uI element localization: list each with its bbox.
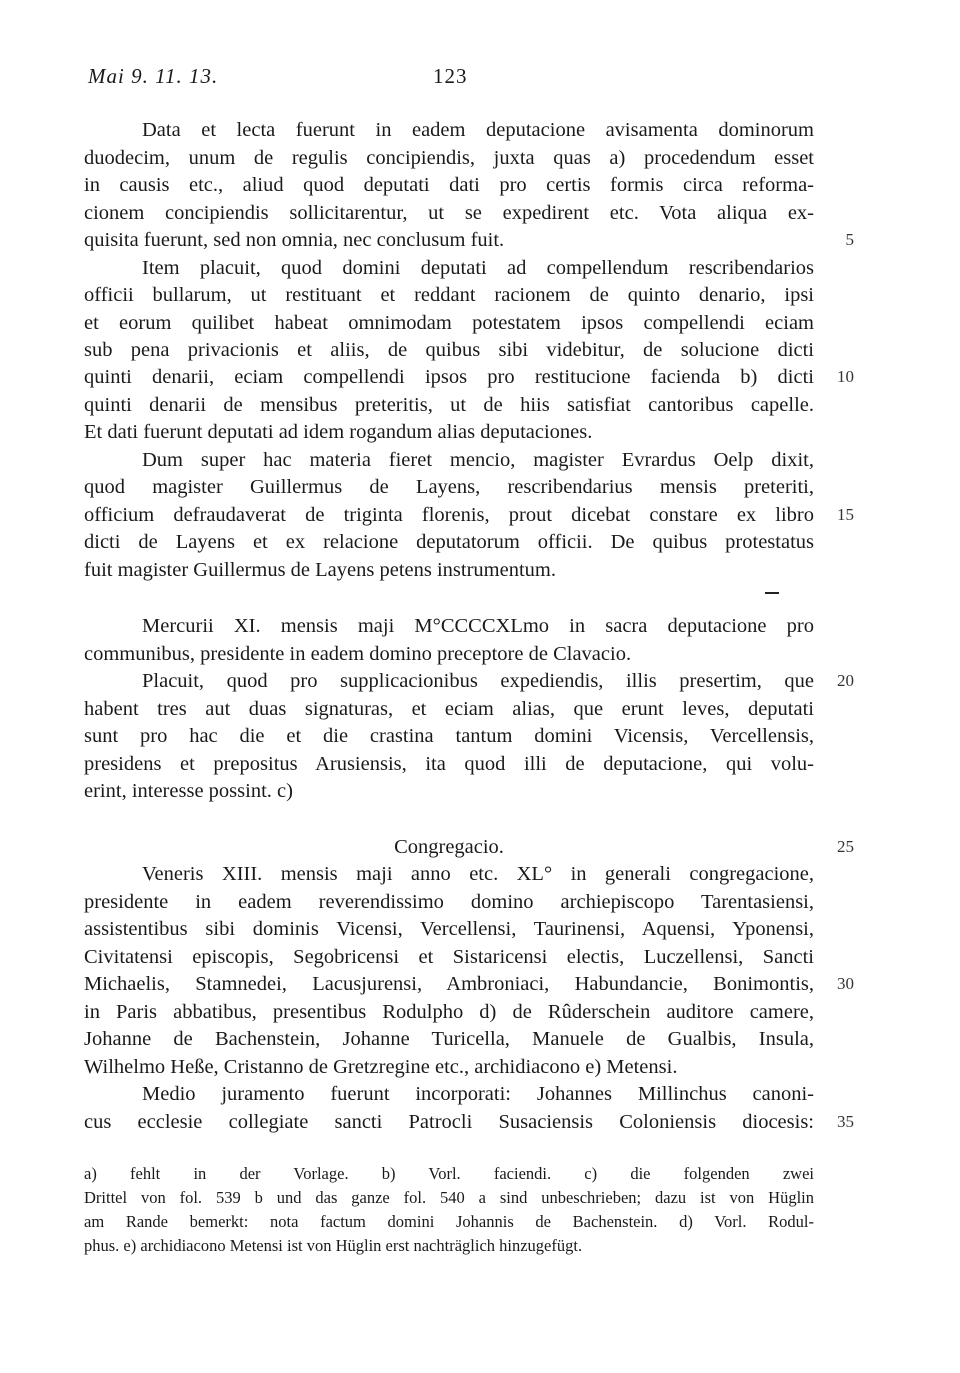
text-line: quod magister Guillermus de Layens, rescribendarius mensis preteriti,: [84, 476, 814, 498]
text-line: sub pena privacionis et aliis, de quibus sibi videbitur, de solucione dicti: [84, 339, 814, 361]
separator-dash: [765, 592, 779, 594]
line-number: 30: [837, 974, 854, 993]
text-line: in causis etc., aliud quod deputati dati pro certis formis circa reforma-: [84, 174, 814, 196]
text-line: fuit magister Guillermus de Layens petens instrumentum.: [84, 559, 556, 581]
text-line: cionem concipiendis sollicitarentur, ut se expedirent etc. Vota aliqua ex-: [84, 202, 814, 224]
text-line: quinti denarii de mensibus preteritis, ut de hiis satisfiat cantoribus capelle.: [84, 394, 814, 416]
text-line: Et dati fuerunt deputati ad idem rogandum alias deputaciones.: [84, 421, 593, 443]
text-line: Veneris XIII. mensis maji anno etc. XL° in generali congregacione,: [142, 863, 814, 885]
line-number: 25: [837, 837, 854, 856]
running-head: Mai 9. 11. 13.: [88, 64, 219, 88]
text-line: dicti de Layens et ex relacione deputatorum officii. De quibus protestatus: [84, 531, 814, 553]
text-line: Michaelis, Stamnedei, Lacusjurensi, Ambroniaci, Habundancie, Bonimontis,: [84, 973, 814, 995]
text-line: presidens et prepositus Arusiensis, ita quod illi de deputacione, qui volu-: [84, 753, 814, 775]
text-line: officii bullarum, ut restituant et reddant racionem de quinto denario, ipsi: [84, 284, 814, 306]
text-line: Item placuit, quod domini deputati ad compellendum rescribendarios: [142, 257, 814, 279]
text-line: quisita fuerunt, sed non omnia, nec conclusum fuit.: [84, 229, 505, 251]
line-number: 35: [837, 1112, 854, 1131]
text-line: quinti denarii, eciam compellendi ipsos pro restitucione facienda b) dicti: [84, 366, 814, 388]
text-line: officium defraudaverat de triginta florenis, prout dicebat constare ex libro: [84, 504, 814, 526]
text-line: Mercurii XI. mensis maji M°CCCCXLmo in sacra deputacione pro: [142, 615, 814, 637]
section-heading: Congregacio.: [394, 836, 504, 858]
line-number: 20: [837, 671, 854, 690]
text-line: habent tres aut duas signaturas, et eciam alias, que erunt leves, deputati: [84, 698, 814, 720]
text-line: erint, interesse possint. c): [84, 780, 293, 802]
footnote-line: Drittel von fol. 539 b und das ganze fol. 540 a sind unbeschrieben; dazu ist von Hüglin: [84, 1188, 814, 1207]
text-line: assistentibus sibi dominis Vicensi, Vercellensi, Taurinensi, Aquensi, Yponensi,: [84, 918, 814, 940]
line-number: 15: [837, 505, 854, 524]
text-line: Civitatensi episcopis, Segobricensi et Sistaricensi electis, Luczellensi, Sancti: [84, 946, 814, 968]
text-line: et eorum quilibet habeat omnimodam potestatem ipsos compellendi eciam: [84, 312, 814, 334]
footnote-line: phus. e) archidiacono Metensi ist von Hüglin erst nachträglich hinzugefügt.: [84, 1236, 583, 1255]
text-line: Johanne de Bachenstein, Johanne Turicella, Manuele de Gualbis, Insula,: [84, 1028, 814, 1050]
text-line: communibus, presidente in eadem domino preceptore de Clavacio.: [84, 643, 632, 665]
text-line: Placuit, quod pro supplicacionibus expediendis, illis presertim, que: [142, 670, 814, 692]
footnote-line: a) fehlt in der Vorlage. b) Vorl. faciendi. c) die folgenden zwei: [84, 1164, 814, 1183]
text-line: sunt pro hac die et die crastina tantum domini Vicensis, Vercellensis,: [84, 725, 814, 747]
page-header: [88, 64, 828, 94]
text-line: Wilhelmo Heße, Cristanno de Gretzregine etc., archidiacono e) Metensi.: [84, 1056, 678, 1078]
text-line: Data et lecta fuerunt in eadem deputacione avisamenta dominorum: [142, 119, 814, 141]
text-line: cus ecclesie collegiate sancti Patrocli Susaciensis Coloniensis diocesis:: [84, 1111, 814, 1133]
text-line: in Paris abbatibus, presentibus Rodulpho d) de Rûderschein auditore camere,: [84, 1001, 814, 1023]
page-number: 123: [433, 64, 468, 88]
line-number: 5: [845, 230, 854, 249]
text-line: presidente in eadem reverendissimo domino archiepiscopo Tarentasiensi,: [84, 891, 814, 913]
text-line: duodecim, unum de regulis concipiendis, juxta quas a) procedendum esset: [84, 147, 814, 169]
footnote-line: am Rande bemerkt: nota factum domini Johannis de Bachenstein. d) Vorl. Rodul-: [84, 1212, 814, 1231]
text-line: Medio juramento fuerunt incorporati: Johannes Millinchus canoni-: [142, 1083, 814, 1105]
text-line: Dum super hac materia fieret mencio, magister Evrardus Oelp dixit,: [142, 449, 814, 471]
line-number: 10: [837, 367, 854, 386]
